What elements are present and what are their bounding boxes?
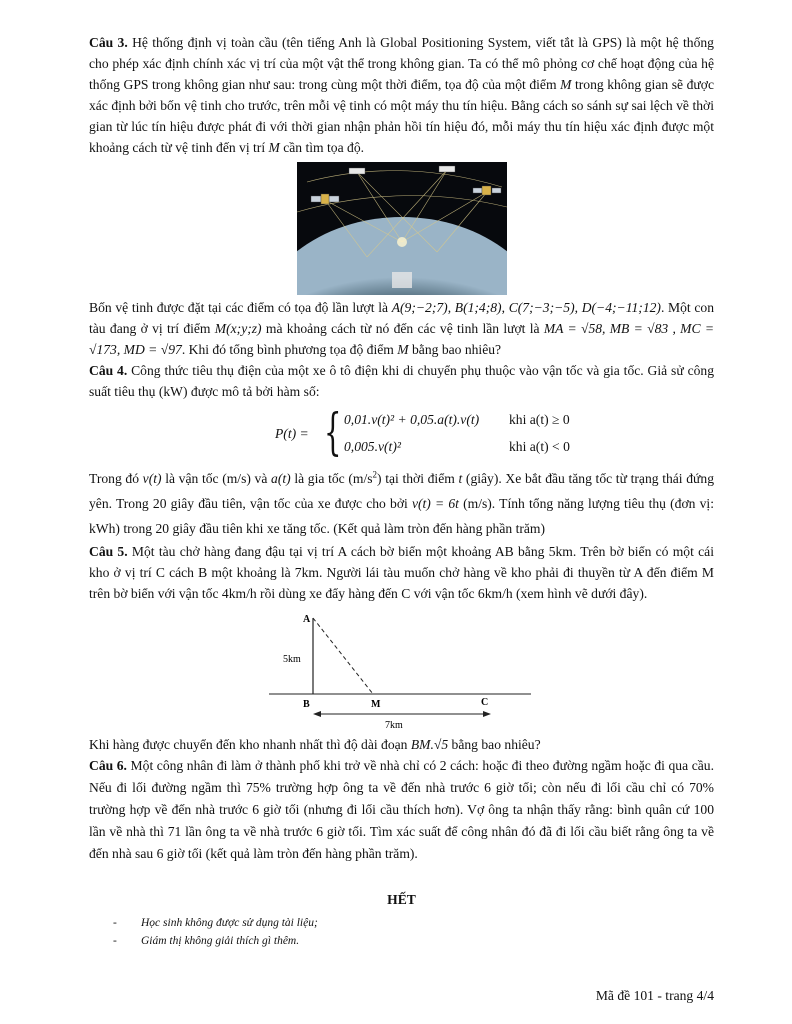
question-4-label: Câu 4.	[89, 363, 128, 378]
page-footer: Mã đề 101 - trang 4/4	[595, 988, 714, 1003]
point-a: A(9;−2;7)	[391, 300, 448, 315]
question-5: Câu 5. Một tàu chở hàng đang đậu tại vị trí A cách bờ biển một khoảng AB bằng 5km. Trên bờ biển có một cái kho ở vị trí C cách B một khoảng là 7km. Người lái tàu muốn chở hàng về kho phải đi thuyền từ A đến điểm M trên bờ biển với vận tốc 4km/h rồi dùng xe đẩy hàng đến C với vận tốc 6km/h (xem hình vẽ dưới đây).	[89, 544, 714, 601]
exam-page	[89, 32, 714, 950]
note-item: - Giám thị không giải thích gì thêm.	[113, 935, 300, 947]
point-b: B(1;4;8)	[454, 300, 502, 315]
power-formula: P(t) = { 0,01.v(t)² + 0,05.a(t).v(t) khi a(t) ≥ 0 0,005.v(t)² khi a(t) < 0	[275, 403, 570, 461]
question-4: Câu 4. Công thức tiêu thụ điện của một xe ô tô điện khi di chuyển phụ thuộc vào vận tốc và gia tốc. Giả sử công suất tiêu thụ (kW) được mô tả bởi hàm số:	[89, 363, 714, 399]
label-ab: 5km	[283, 654, 301, 665]
question-3-part2: Bốn vệ tinh được đặt tại các điểm có tọa độ lần lượt là A(9;−2;7), B(1;4;8), C(7;−3;−5), D(−4;−11;12). Một con tàu đang ở vị trí điểm M(x;y;z) mà khoảng cách từ nó đến các vệ tinh lần lượt là MA = √58, MB = √83 , MC = √173, MD = √97. Khi đó tổng bình phương tọa độ điểm M bằng bao nhiêu?	[89, 300, 715, 357]
question-6-label: Câu 6.	[89, 758, 127, 773]
gps-satellite-image	[297, 162, 507, 295]
question-4-part2: Trong đó v(t) là vận tốc (m/s) và a(t) là gia tốc $(m/s^2)$ tại thời điểm t (giây). Xe bắt đầu tăng tốc từ trạng thái đứng yên. Trong 20 giây đầu tiên, vận tốc của xe được cho bởi v(t) = 6t (m/s). Tính tổng năng lượng tiêu thụ (đơn vị: kWh) trong 20 giây đầu tiên khi xe tăng tốc. (Kết quả làm tròn đến hàng phần trăm)	[89, 469, 714, 536]
question-5-part2: Khi hàng được chuyển đến kho nhanh nhất thì độ dài đoạn BM.√5 bằng bao nhiêu?	[89, 737, 541, 752]
point-d: D(−4;−11;12)	[581, 300, 661, 315]
label-m: M	[371, 699, 381, 710]
shore-diagram	[269, 610, 539, 730]
question-6: Câu 6. Một công nhân đi làm ở thành phố khi trở về nhà chỉ có 2 cách: hoặc đi theo đường ngầm hoặc đi qua cầu. Nếu đi lối đường ngầm thì 75% trường hợp ông ta về đến nhà trước 6 giờ tối; còn nếu đi lối cầu chỉ có 70% trường hợp về đến nhà trước 6 giờ tối (nhưng đi lối cầu thích hơn). Vợ ông ta nhận thấy rằng: bình quân cứ 100 lần về nhà thì 71 lần ông ta về nhà trước 6 giờ tối. Tìm xác suất để công nhân đó đã đi lối cầu biết rằng ông ta về đến nhà sau 6 giờ tối (kết quả làm tròn đến hàng phần trăm).	[89, 758, 714, 861]
point-c: C(7;−3;−5)	[508, 300, 575, 315]
distances: MA = √58, MB = √83 , MC = √173, MD = √97	[89, 321, 714, 357]
question-5-label: Câu 5.	[89, 544, 128, 559]
question-3: Câu 3. Hệ thống định vị toàn cầu (tên tiếng Anh là Global Positioning System, viết tắt là GPS) là một hệ thống cho phép xác định chính xác vị trí của một vật thể trong không gian. Ta có thể mô phỏng cơ chế hoạt động của hệ thống GPS trong không gian như sau: trong cùng một thời điểm, tọa độ của một điểm M trong không gian sẽ được xác định bởi bốn vệ tinh cho trước, trên mỗi vệ tinh có một máy thu tín hiệu. Bằng cách so sánh sự sai lệch về thời gian từ lúc tín hiệu được phát đi với thời gian nhận phản hồi tín hiệu đó, mỗi máy thu tín hiệu xác định được một khoảng cách từ vệ tinh đến vị trí M cần tìm tọa độ.	[89, 35, 714, 155]
label-c: C	[481, 697, 489, 708]
label-a: A	[303, 614, 311, 625]
brace-symbol: {	[324, 403, 342, 461]
label-b: B	[303, 699, 310, 710]
end-marker: HẾT	[387, 892, 416, 907]
note-item: - Học sinh không được sử dụng tài liệu;	[113, 917, 318, 929]
label-bc: 7km	[385, 720, 403, 730]
notes-list	[113, 914, 714, 950]
question-3-label: Câu 3.	[89, 35, 128, 50]
